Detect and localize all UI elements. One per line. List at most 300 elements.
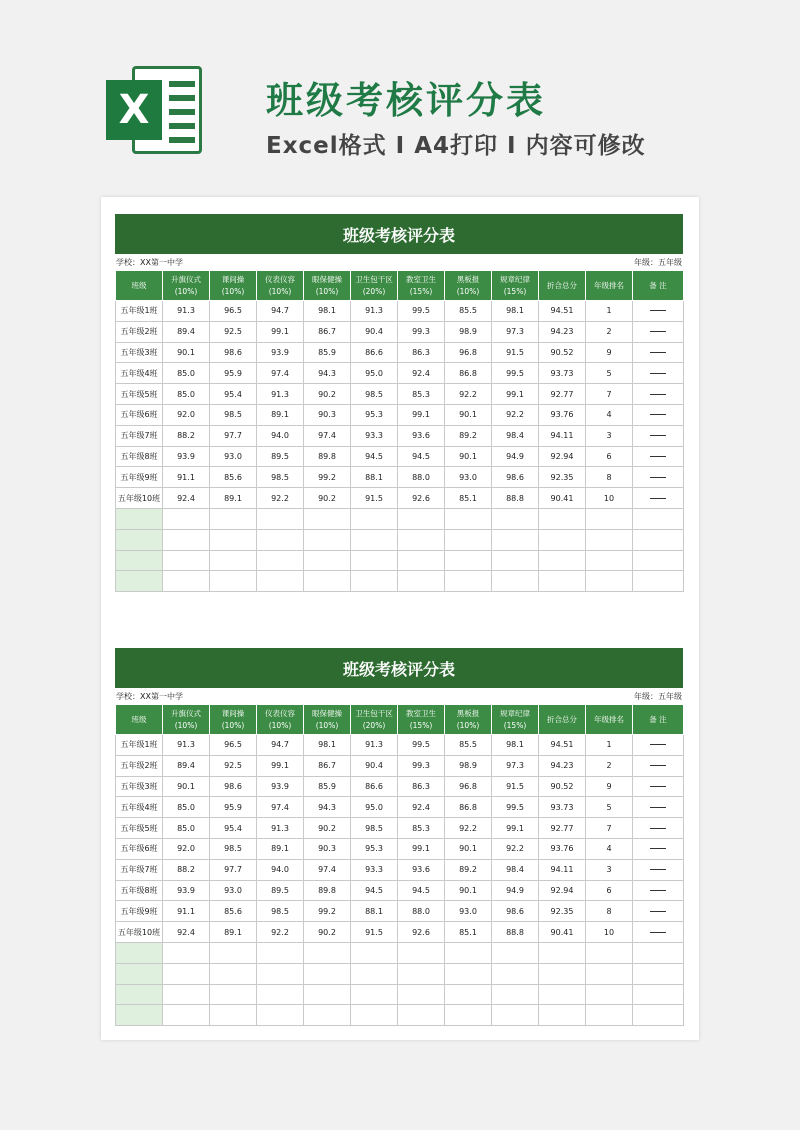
class-name-cell: 五年级4班 [116,797,163,818]
score-cell: 3 [586,859,633,880]
column-header: 卫生包干区 (20%) [351,705,398,735]
score-cell: 92.6 [398,488,445,509]
class-name-cell: 五年级1班 [116,301,163,322]
empty-cell [116,571,163,592]
empty-cell [539,984,586,1005]
score-cell: 91.3 [351,301,398,322]
score-cell: 94.0 [257,425,304,446]
score-cell: 93.0 [445,901,492,922]
empty-row [116,963,684,984]
dash-mark [650,869,666,870]
class-name-cell: 五年级10班 [116,922,163,943]
score-sheet [115,214,683,592]
score-cell: 98.6 [492,901,539,922]
dash-mark [650,456,666,457]
empty-cell [163,984,210,1005]
score-table [115,704,684,1026]
score-cell: 96.5 [210,735,257,756]
score-cell: 94.5 [398,880,445,901]
empty-cell [445,508,492,529]
dash-mark [650,477,666,478]
score-cell: 94.3 [304,797,351,818]
score-cell: 90.41 [539,488,586,509]
score-cell: 90.2 [304,384,351,405]
class-name-cell: 五年级5班 [116,818,163,839]
score-cell: 85.3 [398,384,445,405]
empty-cell [586,550,633,571]
score-cell: 97.7 [210,859,257,880]
score-cell: 5 [586,797,633,818]
score-cell: 94.3 [304,363,351,384]
score-cell: 86.7 [304,321,351,342]
score-cell: 90.2 [304,488,351,509]
score-cell: 89.5 [257,446,304,467]
document-paper [101,197,699,1040]
empty-cell [492,1005,539,1026]
score-cell: 88.2 [163,425,210,446]
score-cell: 5 [586,363,633,384]
score-cell: 10 [586,488,633,509]
remark-cell [633,922,684,943]
score-cell: 92.35 [539,467,586,488]
score-cell: 93.0 [445,467,492,488]
score-cell: 85.0 [163,363,210,384]
remark-cell [633,384,684,405]
empty-cell [304,1005,351,1026]
score-cell: 89.2 [445,425,492,446]
score-cell: 91.3 [163,301,210,322]
score-cell: 92.2 [445,384,492,405]
empty-cell [351,508,398,529]
dash-mark [650,911,666,912]
sheet-title: 班级考核评分表 [115,214,683,254]
empty-cell [445,550,492,571]
score-cell: 88.0 [398,901,445,922]
score-cell: 6 [586,880,633,901]
empty-cell [445,942,492,963]
score-cell: 90.1 [445,404,492,425]
score-cell: 93.9 [257,342,304,363]
table-row [116,797,684,818]
dash-mark [650,498,666,499]
school-label: 学校：XX第一中学 [116,691,183,701]
dash-mark [650,744,666,745]
score-cell: 94.51 [539,735,586,756]
score-cell: 89.1 [210,488,257,509]
dash-mark [650,310,666,311]
score-cell: 86.8 [445,363,492,384]
column-header: 备 注 [633,271,684,301]
empty-cell [304,550,351,571]
score-cell: 98.1 [304,301,351,322]
score-cell: 89.4 [163,755,210,776]
score-cell: 88.8 [492,922,539,943]
remark-cell [633,901,684,922]
score-cell: 90.4 [351,755,398,776]
column-header: 备 注 [633,705,684,735]
empty-cell [163,529,210,550]
class-name-cell: 五年级9班 [116,901,163,922]
class-name-cell: 五年级10班 [116,488,163,509]
score-cell: 93.9 [163,446,210,467]
remark-cell [633,859,684,880]
remark-cell [633,838,684,859]
score-cell: 92.2 [492,838,539,859]
score-cell: 91.5 [492,776,539,797]
score-cell: 99.3 [398,755,445,776]
grade-label: 年级：五年级 [634,257,682,267]
dash-mark [650,848,666,849]
score-cell: 94.0 [257,859,304,880]
empty-row [116,529,684,550]
score-cell: 95.4 [210,818,257,839]
empty-cell [492,963,539,984]
grade-label: 年级：五年级 [634,691,682,701]
score-cell: 89.8 [304,446,351,467]
empty-cell [304,942,351,963]
score-cell: 94.51 [539,301,586,322]
score-cell: 90.52 [539,342,586,363]
empty-cell [586,508,633,529]
score-cell: 88.8 [492,488,539,509]
empty-cell [163,1005,210,1026]
remark-cell [633,880,684,901]
column-header: 升旗仪式 (10%) [163,705,210,735]
empty-cell [116,508,163,529]
remark-cell [633,404,684,425]
class-name-cell: 五年级5班 [116,384,163,405]
empty-cell [492,508,539,529]
score-cell: 99.1 [398,404,445,425]
empty-cell [304,571,351,592]
score-cell: 85.0 [163,797,210,818]
table-row [116,301,684,322]
column-header: 黑板报 (10%) [445,271,492,301]
column-header: 课间操 (10%) [210,705,257,735]
empty-cell [351,1005,398,1026]
score-cell: 99.2 [304,467,351,488]
score-cell: 93.73 [539,363,586,384]
score-cell: 86.3 [398,776,445,797]
score-cell: 99.5 [398,735,445,756]
score-cell: 1 [586,735,633,756]
empty-cell [210,571,257,592]
score-cell: 92.5 [210,755,257,776]
empty-cell [304,508,351,529]
empty-cell [586,984,633,1005]
score-cell: 91.3 [163,735,210,756]
table-row [116,818,684,839]
score-cell: 93.6 [398,859,445,880]
class-name-cell: 五年级8班 [116,446,163,467]
class-name-cell: 五年级3班 [116,342,163,363]
score-cell: 92.0 [163,404,210,425]
table-row [116,363,684,384]
page-title: 班级考核评分表 [266,79,546,122]
score-cell: 89.4 [163,321,210,342]
dash-mark [650,932,666,933]
score-cell: 92.5 [210,321,257,342]
dash-mark [650,352,666,353]
empty-cell [633,963,684,984]
score-cell: 91.3 [257,384,304,405]
score-cell: 86.3 [398,342,445,363]
empty-cell [398,963,445,984]
empty-cell [210,963,257,984]
score-cell: 85.6 [210,467,257,488]
score-cell: 94.7 [257,735,304,756]
column-header: 卫生包干区 (20%) [351,271,398,301]
score-cell: 98.6 [210,342,257,363]
table-row [116,880,684,901]
empty-cell [351,571,398,592]
table-row [116,901,684,922]
empty-cell [351,984,398,1005]
score-cell: 98.5 [210,838,257,859]
score-cell: 91.1 [163,901,210,922]
score-cell: 99.3 [398,321,445,342]
score-cell: 85.9 [304,342,351,363]
score-cell: 3 [586,425,633,446]
score-cell: 98.6 [210,776,257,797]
score-cell: 98.9 [445,321,492,342]
empty-cell [116,984,163,1005]
empty-row [116,550,684,571]
column-header: 仪表仪容 (10%) [257,705,304,735]
table-row [116,922,684,943]
column-header: 仪表仪容 (10%) [257,271,304,301]
empty-cell [257,984,304,1005]
score-cell: 92.0 [163,838,210,859]
score-cell: 85.1 [445,488,492,509]
table-row [116,342,684,363]
score-cell: 88.0 [398,467,445,488]
score-cell: 94.11 [539,859,586,880]
score-cell: 85.5 [445,735,492,756]
score-cell: 93.0 [210,446,257,467]
empty-cell [445,571,492,592]
empty-cell [257,1005,304,1026]
empty-cell [116,550,163,571]
empty-cell [633,529,684,550]
score-cell: 92.2 [445,818,492,839]
score-cell: 93.76 [539,404,586,425]
dash-mark [650,331,666,332]
column-header: 班级 [116,705,163,735]
school-label: 学校：XX第一中学 [116,257,183,267]
table-row [116,425,684,446]
dash-mark [650,414,666,415]
score-cell: 97.4 [257,797,304,818]
score-cell: 86.7 [304,755,351,776]
score-cell: 92.77 [539,818,586,839]
score-cell: 93.9 [163,880,210,901]
score-cell: 90.2 [304,818,351,839]
score-cell: 9 [586,342,633,363]
empty-cell [539,529,586,550]
score-cell: 4 [586,838,633,859]
class-name-cell: 五年级3班 [116,776,163,797]
table-row [116,776,684,797]
empty-cell [445,1005,492,1026]
empty-cell [304,529,351,550]
column-header: 黑板报 (10%) [445,705,492,735]
score-cell: 94.5 [351,446,398,467]
score-cell: 97.3 [492,321,539,342]
score-cell: 85.0 [163,384,210,405]
empty-cell [351,550,398,571]
remark-cell [633,425,684,446]
score-cell: 90.3 [304,404,351,425]
empty-cell [539,550,586,571]
empty-cell [539,571,586,592]
score-cell: 98.9 [445,755,492,776]
score-cell: 85.9 [304,776,351,797]
empty-cell [163,963,210,984]
score-cell: 91.1 [163,467,210,488]
score-cell: 92.2 [492,404,539,425]
dash-mark [650,394,666,395]
score-cell: 97.4 [304,425,351,446]
score-cell: 92.4 [163,922,210,943]
empty-cell [210,984,257,1005]
score-cell: 94.11 [539,425,586,446]
empty-cell [398,550,445,571]
score-cell: 93.6 [398,425,445,446]
sheet-title: 班级考核评分表 [115,648,683,688]
empty-cell [445,529,492,550]
table-row [116,859,684,880]
empty-cell [210,1005,257,1026]
remark-cell [633,735,684,756]
score-cell: 93.76 [539,838,586,859]
empty-cell [586,529,633,550]
score-cell: 96.8 [445,776,492,797]
score-cell: 4 [586,404,633,425]
dash-mark [650,786,666,787]
column-header: 眼保健操 (10%) [304,705,351,735]
score-cell: 2 [586,321,633,342]
score-cell: 91.5 [351,922,398,943]
empty-cell [257,571,304,592]
class-name-cell: 五年级6班 [116,838,163,859]
score-cell: 89.5 [257,880,304,901]
score-cell: 95.9 [210,797,257,818]
score-cell: 85.6 [210,901,257,922]
table-row [116,488,684,509]
empty-cell [492,571,539,592]
score-cell: 95.4 [210,384,257,405]
score-cell: 99.1 [257,321,304,342]
score-cell: 95.0 [351,797,398,818]
score-cell: 95.3 [351,404,398,425]
class-name-cell: 五年级9班 [116,467,163,488]
score-cell: 95.0 [351,363,398,384]
score-cell: 90.1 [163,342,210,363]
score-cell: 90.2 [304,922,351,943]
dash-mark [650,765,666,766]
empty-row [116,942,684,963]
empty-cell [398,942,445,963]
empty-cell [633,508,684,529]
empty-cell [163,550,210,571]
empty-cell [539,508,586,529]
score-cell: 99.1 [492,384,539,405]
score-cell: 9 [586,776,633,797]
column-header: 课间操 (10%) [210,271,257,301]
remark-cell [633,776,684,797]
score-cell: 98.4 [492,425,539,446]
sheet-meta [115,688,683,704]
table-row [116,735,684,756]
score-cell: 91.5 [492,342,539,363]
column-header: 眼保健操 (10%) [304,271,351,301]
empty-row [116,571,684,592]
dash-mark [650,807,666,808]
column-header: 折合总分 [539,271,586,301]
empty-cell [398,571,445,592]
empty-cell [445,984,492,1005]
empty-cell [163,942,210,963]
dash-mark [650,828,666,829]
dash-mark [650,373,666,374]
class-name-cell: 五年级8班 [116,880,163,901]
empty-cell [539,963,586,984]
empty-cell [539,942,586,963]
sheet-meta [115,254,683,270]
empty-cell [492,529,539,550]
column-header: 升旗仪式 (10%) [163,271,210,301]
score-cell: 94.7 [257,301,304,322]
score-cell: 97.4 [257,363,304,384]
score-cell: 92.4 [398,363,445,384]
score-cell: 98.1 [304,735,351,756]
empty-cell [163,508,210,529]
empty-cell [351,963,398,984]
score-cell: 97.7 [210,425,257,446]
score-cell: 98.5 [351,818,398,839]
table-row [116,321,684,342]
column-header: 年级排名 [586,271,633,301]
column-header: 班级 [116,271,163,301]
empty-cell [586,1005,633,1026]
empty-cell [445,963,492,984]
score-cell: 99.1 [398,838,445,859]
class-name-cell: 五年级6班 [116,404,163,425]
score-cell: 91.3 [257,818,304,839]
score-cell: 91.3 [351,735,398,756]
empty-cell [210,529,257,550]
empty-cell [633,571,684,592]
empty-cell [492,984,539,1005]
score-cell: 94.9 [492,446,539,467]
score-cell: 99.1 [492,818,539,839]
score-cell: 85.5 [445,301,492,322]
excel-logo-icon [106,66,202,154]
score-cell: 95.3 [351,838,398,859]
empty-cell [257,550,304,571]
score-cell: 90.41 [539,922,586,943]
empty-cell [633,984,684,1005]
table-row [116,446,684,467]
score-cell: 10 [586,922,633,943]
remark-cell [633,446,684,467]
score-cell: 88.1 [351,467,398,488]
score-cell: 91.5 [351,488,398,509]
score-cell: 86.6 [351,776,398,797]
score-cell: 96.5 [210,301,257,322]
class-name-cell: 五年级2班 [116,321,163,342]
